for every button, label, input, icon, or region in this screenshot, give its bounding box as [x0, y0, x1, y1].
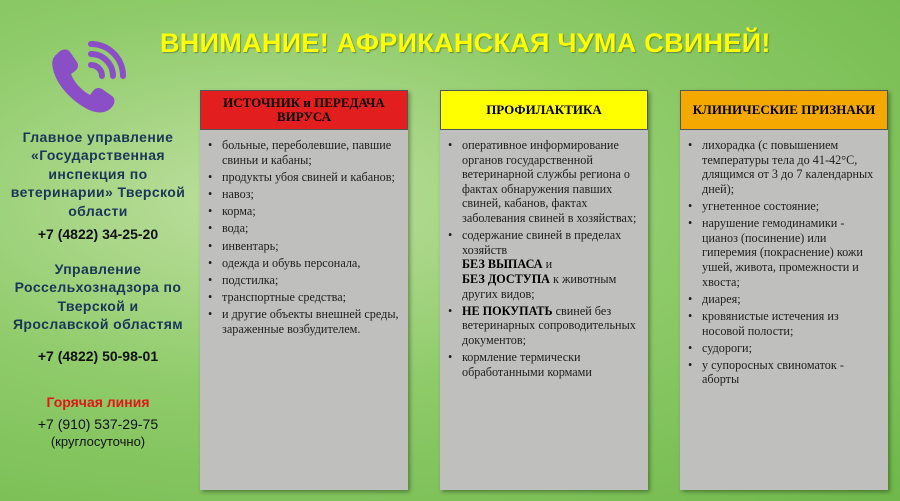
hotline-phone: +7 (910) 537-29-75 [37, 415, 159, 432]
list-item: • у супоросных свиноматок - аборты [702, 358, 882, 387]
panel-source-header: ИСТОЧНИК и ПЕРЕДАЧА ВИРУСА [200, 90, 408, 130]
phone-rosselkhoznadzor: +7 (4822) 50-98-01 [37, 347, 159, 364]
org-name-rosselkhoznadzor: Управление Россельхознадзора по Тверской и Ярославской областям [12, 261, 184, 333]
org-name-vet: Главное управление «Государственная инспекция по ветеринарии» Тверской области [10, 129, 186, 219]
list-item: • кормление термически обработанными кормами [462, 350, 642, 379]
list-item: • нарушение гемодинамики - цианоз (посинение) или гиперемия (покраснение) кожи ушей, живота, промежности и хвоста; [702, 216, 882, 289]
list-item: • угнетенное состояние; [702, 199, 882, 214]
list-item: • кровянистые истечения из носовой полости; [702, 309, 882, 338]
list-item: • транспортные средства; [222, 290, 402, 305]
clinical-list [680, 138, 882, 387]
panel-prevention-header: ПРОФИЛАКТИКА [440, 90, 648, 130]
list-item: • НЕ ПОКУПАТЬ свиней без ветеринарных сопроводительных документов; [462, 304, 642, 348]
hotline-label: Горячая линия [46, 393, 150, 410]
page-title: ВНИМАНИЕ! АФРИКАНСКАЯ ЧУМА СВИНЕЙ! [160, 28, 771, 58]
list-item: • оперативное информирование органов государственной ветеринарной службы региона о фактах обнаружения павших свиней, кабанов, фактах заболевания свиней в хозяйствах; [462, 138, 642, 226]
list-item: • и другие объекты внешней среды, зараженные возбудителем. [222, 307, 402, 336]
panel-source [200, 90, 408, 490]
list-item: • больные, переболевшие, павшие свиньи и кабаны; [222, 138, 402, 167]
list-item: • продукты убоя свиней и кабанов; [222, 170, 402, 185]
phone-icon [47, 40, 129, 122]
panel-clinical-signs [680, 90, 888, 490]
source-list [200, 138, 402, 336]
panel-prevention [440, 90, 648, 490]
list-item: • инвентарь; [222, 239, 402, 254]
list-item: • навоз; [222, 187, 402, 202]
contacts-column [8, 128, 188, 449]
list-item: • корма; [222, 204, 402, 219]
list-item: • одежда и обувь персонала, [222, 256, 402, 271]
list-item: • судороги; [702, 341, 882, 356]
prevention-list [440, 138, 642, 379]
panel-clinical-header: КЛИНИЧЕСКИЕ ПРИЗНАКИ [680, 90, 888, 130]
list-item: • вода; [222, 221, 402, 236]
phone-vet: +7 (4822) 34-25-20 [37, 226, 159, 243]
list-item: • содержание свиней в пределах хозяйств БЕЗ ВЫПАСА и БЕЗ ДОСТУПА к животным других видов; [462, 228, 642, 301]
hotline-note: (круглосуточно) [50, 433, 146, 449]
list-item: • диарея; [702, 292, 882, 307]
list-item: • подстилка; [222, 273, 402, 288]
list-item: • лихорадка (с повышением температуры тела до 41-42°С, длящимся от 3 до 7 календарных дней); [702, 138, 882, 196]
